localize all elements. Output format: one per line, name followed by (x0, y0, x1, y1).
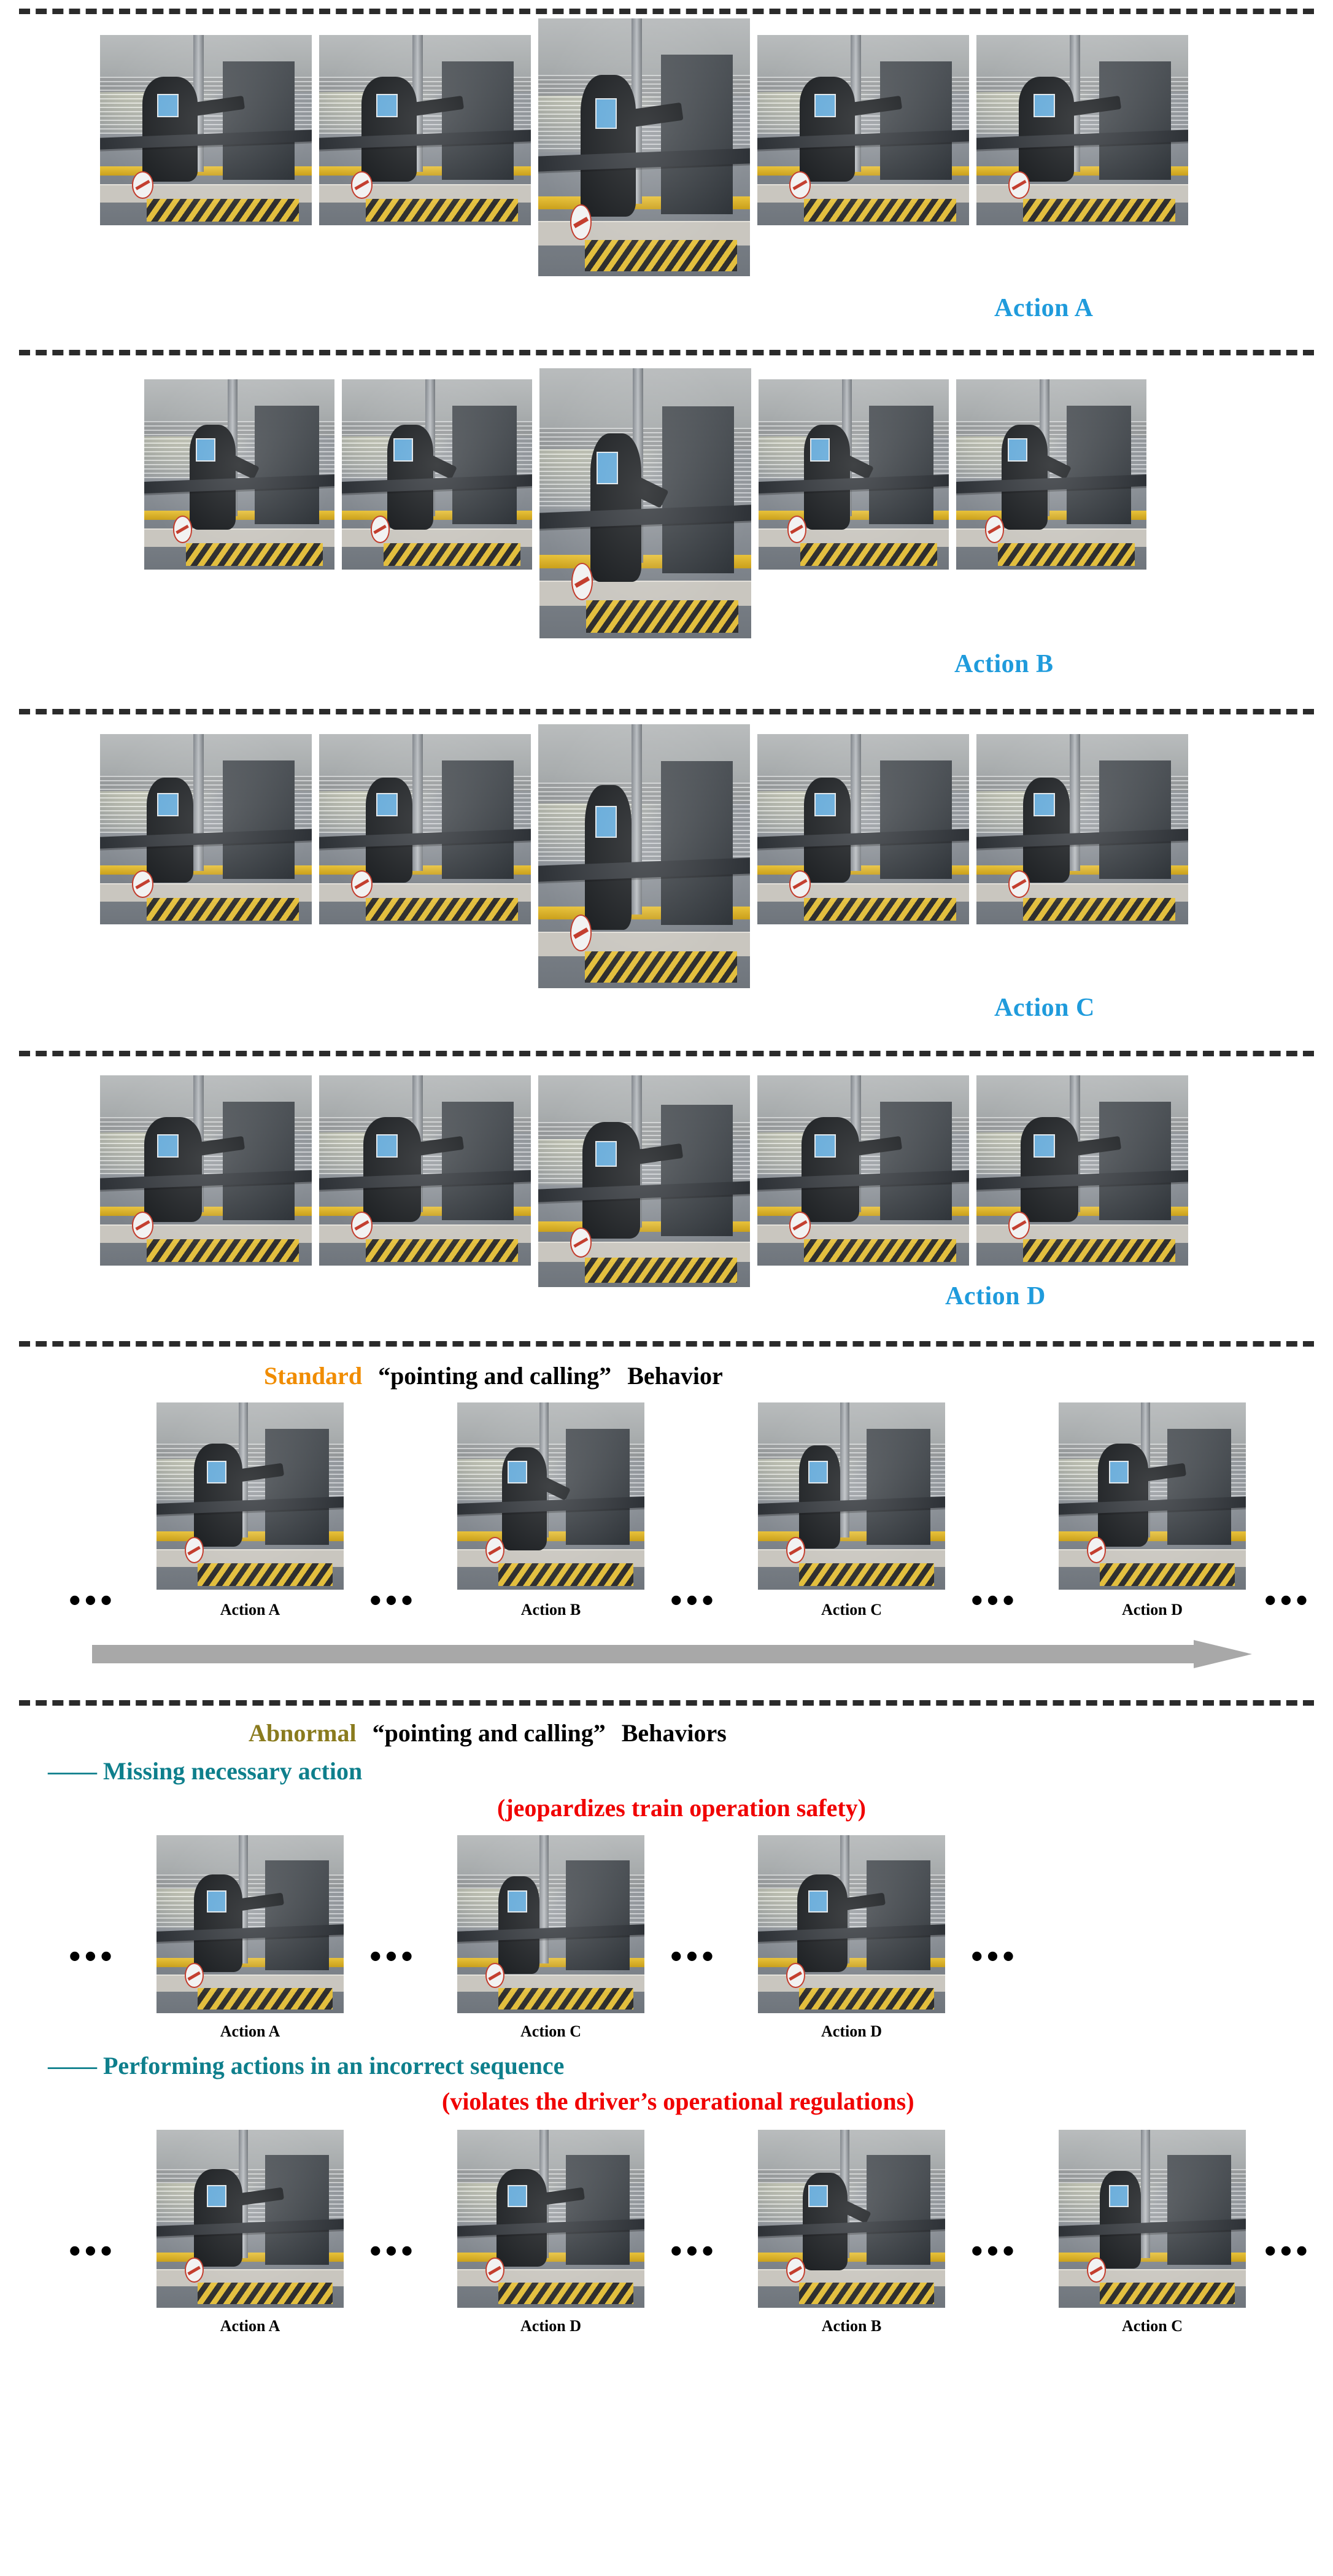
sequence-dots: ••• (369, 2232, 417, 2270)
sequence-frame (1059, 2130, 1246, 2308)
video-frame (100, 35, 312, 225)
video-frame (144, 379, 334, 570)
abnormal-title-quoted: “pointing and calling” (372, 1719, 606, 1747)
sequence-dots: ••• (1264, 1582, 1312, 1620)
video-frame (976, 1075, 1188, 1266)
sequence-dots: ••• (1264, 2232, 1312, 2270)
case2-text: Performing actions in an incorrect sequence (103, 2052, 565, 2079)
timeline-arrow-body (92, 1645, 1197, 1663)
sequence-caption: Action B (821, 2317, 882, 2335)
row-separator-3 (19, 709, 1314, 714)
abnormal-title-tail: Behaviors (621, 1719, 727, 1747)
case1-dash: —— (48, 1757, 97, 1785)
timeline-arrow-head (1194, 1640, 1252, 1668)
video-frame (539, 368, 751, 638)
sequence-dots: ••• (69, 1582, 116, 1620)
video-frame (538, 1075, 750, 1287)
sequence-frame (156, 1402, 344, 1590)
sequence-caption: Action D (1122, 1601, 1183, 1619)
action-label-d: Action D (945, 1282, 1046, 1310)
sequence-dots: ••• (670, 1582, 717, 1620)
sequence-dots: ••• (971, 2232, 1018, 2270)
standard-title-word: Standard (264, 1362, 363, 1390)
case1-text: Missing necessary action (103, 1757, 363, 1785)
action-label-a: Action A (994, 294, 1094, 322)
sequence-frame (758, 1402, 945, 1590)
sequence-frame (1059, 1402, 1246, 1590)
video-frame (100, 1075, 312, 1266)
video-frame (342, 379, 532, 570)
abnormal-case2-label (48, 2051, 564, 2080)
sequence-caption: Action D (821, 2022, 882, 2040)
sequence-caption: Action C (520, 2022, 581, 2040)
sequence-dots: ••• (971, 1938, 1018, 1976)
abnormal-title-word: Abnormal (249, 1719, 357, 1747)
case2-dash: —— (48, 2052, 97, 2079)
row-separator-4 (19, 1051, 1314, 1056)
abnormal-case1-consequence: (jeopardizes train operation safety) (497, 1794, 866, 1822)
sequence-dots: ••• (971, 1582, 1018, 1620)
sequence-dots: ••• (670, 1938, 717, 1976)
action-label-c: Action C (994, 994, 1095, 1022)
video-frame (757, 35, 969, 225)
row-separator-2 (19, 350, 1314, 355)
standard-title-tail: Behavior (627, 1362, 723, 1390)
sequence-caption: Action B (520, 1601, 581, 1619)
video-frame (319, 734, 531, 924)
row-separator-1 (19, 9, 1314, 14)
video-frame (319, 1075, 531, 1266)
sequence-frame (156, 2130, 344, 2308)
video-frame (759, 379, 949, 570)
sequence-frame (457, 1835, 644, 2013)
abnormal-case1-label (48, 1757, 362, 1785)
sequence-caption: Action D (520, 2317, 581, 2335)
sequence-dots: ••• (670, 2232, 717, 2270)
sequence-caption: Action A (220, 2022, 280, 2040)
sequence-frame (457, 2130, 644, 2308)
sequence-dots: ••• (69, 1938, 116, 1976)
sequence-dots: ••• (69, 2232, 116, 2270)
row-separator-5 (19, 1341, 1314, 1347)
abnormal-title (249, 1719, 727, 1747)
standard-title-quoted: “pointing and calling” (378, 1362, 612, 1390)
abnormal-case2-consequence: (violates the driver’s operational regulations) (442, 2087, 914, 2115)
sequence-caption: Action C (821, 1601, 882, 1619)
video-frame (319, 35, 531, 225)
video-frame (976, 734, 1188, 924)
sequence-frame (457, 1402, 644, 1590)
sequence-dots: ••• (369, 1582, 417, 1620)
row-separator-6 (19, 1700, 1314, 1706)
sequence-frame (758, 2130, 945, 2308)
sequence-caption: Action A (220, 2317, 280, 2335)
sequence-caption: Action C (1122, 2317, 1183, 2335)
video-frame (757, 734, 969, 924)
standard-title (264, 1361, 723, 1390)
video-frame (956, 379, 1146, 570)
sequence-frame (156, 1835, 344, 2013)
video-frame (538, 18, 750, 276)
video-frame (100, 734, 312, 924)
video-frame (538, 724, 750, 988)
video-frame (757, 1075, 969, 1266)
video-frame (976, 35, 1188, 225)
action-label-b: Action B (954, 650, 1054, 678)
timeline-arrow (92, 1640, 1258, 1668)
sequence-caption: Action A (220, 1601, 280, 1619)
sequence-frame (758, 1835, 945, 2013)
sequence-dots: ••• (369, 1938, 417, 1976)
